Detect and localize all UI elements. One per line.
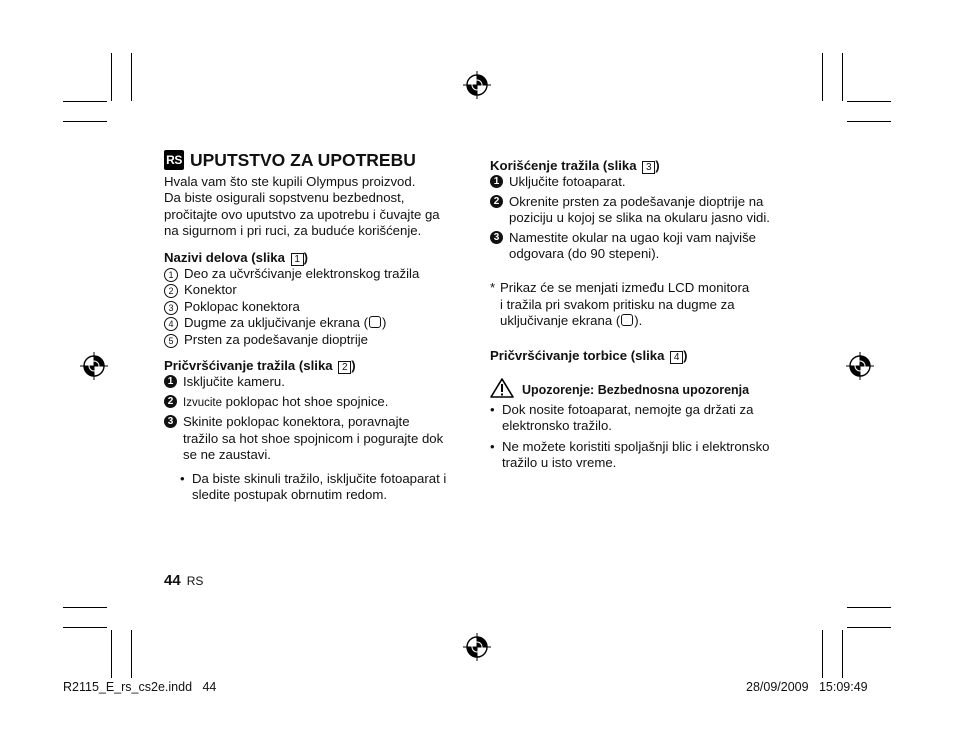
bullet: • [180, 470, 185, 486]
list-item: 5 Prsten za podešavanje dioptrije [164, 332, 474, 348]
step-item: 1 Isključite kameru. [164, 374, 474, 390]
registration-mark-icon [80, 352, 108, 380]
bullet-item: • Ne možete koristiti spoljašnji blic i elektronsko tražilo u isto vreme. [490, 438, 770, 471]
right-column [490, 158, 800, 472]
item-number: 3 [164, 301, 178, 315]
step-item: 1 Uključite fotoaparat. [490, 174, 800, 190]
crop-mark [63, 627, 107, 628]
figure-number: 1 [291, 253, 304, 266]
page-number: 44 RS [164, 572, 204, 589]
crop-mark [111, 53, 112, 101]
crop-mark [131, 53, 132, 101]
intro-line: pročitajte ovo uputstvo za upotrebu i čuvajte ga [164, 206, 440, 222]
section-title [164, 150, 474, 170]
step-number: 3 [164, 415, 177, 428]
step-number: 1 [490, 175, 503, 188]
list-item: 1 Deo za učvršćivanje elektronskog tražila [164, 266, 474, 282]
intro-line: Da biste osigurali sopstvenu bezbednost, [164, 190, 405, 206]
step-item: 3 Skinite poklopac konektora, poravnajte tražilo sa hot shoe spojnicom i pogurajte dok se ne zaustavi. [164, 414, 474, 463]
step-number: 2 [164, 395, 177, 408]
language-badge: RS [164, 150, 184, 170]
step-number: 2 [490, 195, 503, 208]
crop-mark [847, 101, 891, 102]
note-star: * [490, 280, 496, 296]
intro-line: na sigurnom i pri ruci, za buduće korišćenje. [164, 223, 422, 239]
left-column [164, 150, 474, 503]
list-item: 4 Dugme za uključivanje ekrana ( ) [164, 315, 474, 331]
crop-mark [842, 53, 843, 101]
item-number: 4 [164, 317, 178, 331]
attach-heading: Pričvršćivanje tražila (slika 2 ) [164, 358, 356, 374]
warning-heading: Upozorenje: Bezbednosna upozorenja [490, 378, 800, 398]
crop-mark [847, 121, 891, 122]
crop-mark [131, 630, 132, 678]
figure-number: 3 [642, 161, 655, 174]
warning-triangle-icon [490, 378, 514, 398]
registration-mark-icon [846, 352, 874, 380]
crop-mark [822, 630, 823, 678]
crop-mark [63, 121, 107, 122]
list-item: 2 Konektor [164, 282, 474, 298]
footer-file: R2115_E_rs_cs2e.indd 44 [63, 680, 217, 694]
step-item: 2 Izvucite poklopac hot shoe spojnice. [164, 394, 474, 411]
step-number: 3 [490, 231, 503, 244]
page-title: UPUTSTVO ZA UPOTREBU [190, 149, 416, 170]
case-heading: Pričvršćivanje torbice (slika 4 ) [490, 347, 688, 363]
display-button-icon [621, 314, 633, 326]
crop-mark [111, 630, 112, 678]
crop-mark [822, 53, 823, 101]
crop-mark [63, 607, 107, 608]
crop-mark [63, 101, 107, 102]
step-item: 3 Namestite okular na ugao koji vam najviše odgovara (do 90 stepeni). [490, 230, 800, 263]
list-item: 3 Poklopac konektora [164, 299, 474, 315]
registration-mark-icon [463, 633, 491, 661]
registration-mark-icon [463, 71, 491, 99]
figure-number: 4 [670, 351, 683, 364]
bullet: • [490, 402, 495, 418]
note: * Prikaz će se menjati između LCD monitora i tražila pri svakom pritisku na dugme za uključivanje ekrana ( ). [490, 280, 750, 329]
footer-datetime: 28/09/2009 15:09:49 [746, 680, 868, 694]
use-heading: Korišćenje tražila (slika 3 ) [490, 158, 660, 173]
item-number: 2 [164, 284, 178, 298]
bullet-item: • Dok nosite fotoaparat, nemojte ga držati za elektronsko tražilo. [490, 402, 754, 434]
parts-heading: Nazivi delova (slika 1 ) [164, 249, 309, 265]
step-item: 2 Okrenite prsten za podešavanje dioptrije na poziciju u kojoj se slika na okularu jasno vidi. [490, 194, 800, 227]
display-button-icon [369, 316, 381, 328]
step-number: 1 [164, 375, 177, 388]
bullet-item: • Da biste skinuli tražilo, isključite fotoaparat i sledite postupak obrnutim redom. [180, 470, 447, 502]
figure-number: 2 [338, 361, 351, 374]
crop-mark [847, 607, 891, 608]
item-number: 1 [164, 268, 178, 282]
crop-mark [847, 627, 891, 628]
bullet: • [490, 438, 495, 454]
crop-mark [842, 630, 843, 678]
intro-line: Hvala vam što ste kupili Olympus proizvod. [164, 174, 416, 189]
item-number: 5 [164, 334, 178, 348]
